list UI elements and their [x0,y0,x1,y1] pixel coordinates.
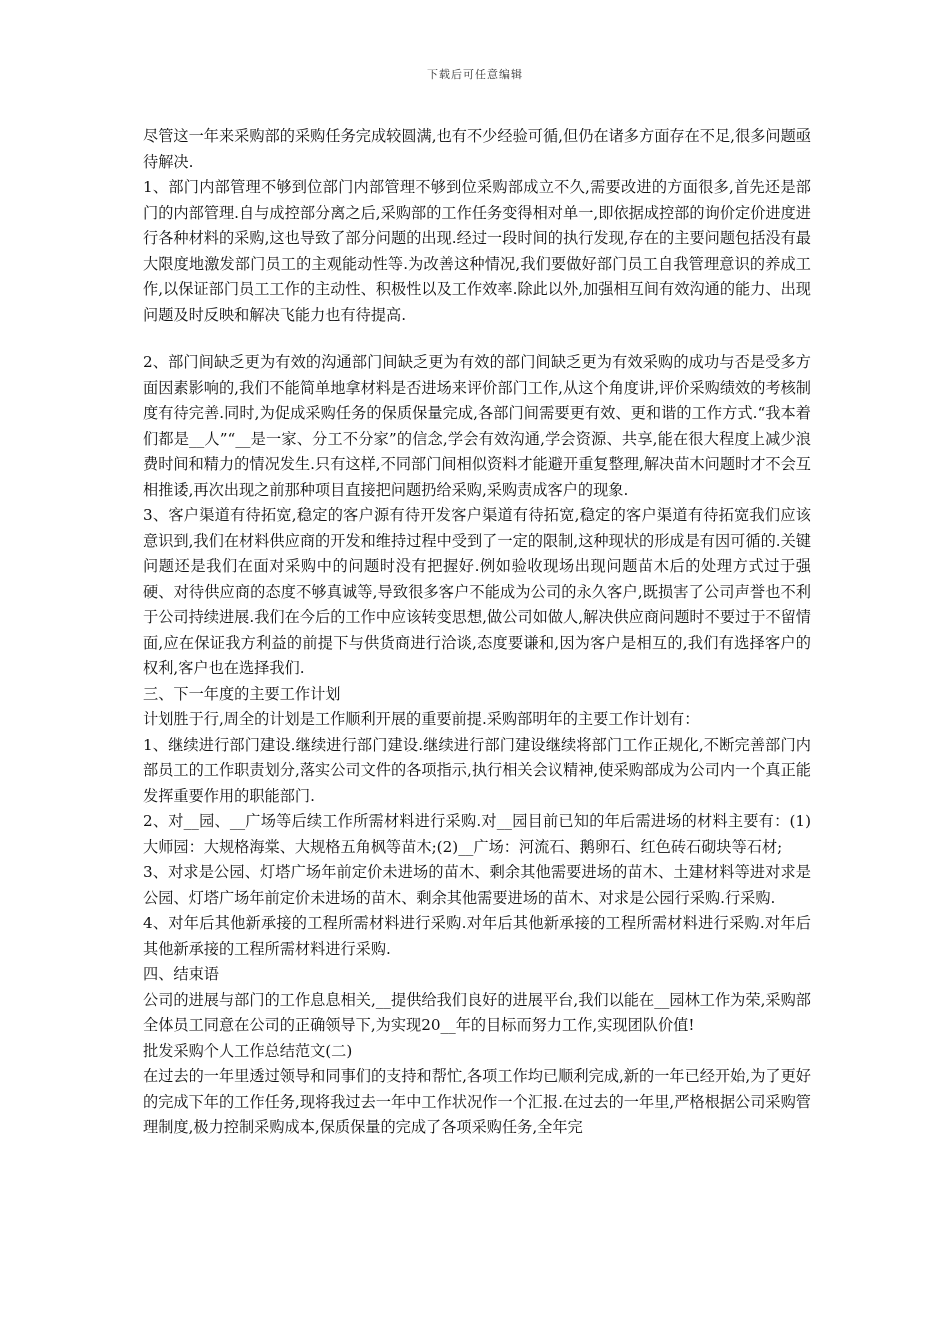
paragraph-plan-4: 4、对年后其他新承接的工程所需材料进行采购.对年后其他新承接的工程所需材料进行采购.对年后其他新承接的工程所需材料进行采购. [143,914,811,958]
paragraph-plan-1: 1、继续进行部门建设.继续进行部门建设.继续进行部门建设继续将部门工作正规化,不断完善部门内部员工的工作职责划分,落实公司文件的各项指示,执行相关会议精神,使采购部成为公司内一个真正能发挥重要作用的职能部门. [143,735,811,805]
paragraph-plan-2: 2、对__园、__广场等后续工作所需材料进行采购.对__园目前已知的年后需进场的材料主要有：(1)大师园：大规格海棠、大规格五角枫等苗木;(2)__广场：河流石、鹅卵石、红色砖石砌块等石材; [143,812,811,856]
paragraph-item-3-customers: 3、客户渠道有待拓宽,稳定的客户源有待开发客户渠道有待拓宽,稳定的客户渠道有待拓宽我们应该意识到,我们在材料供应商的开发和维持过程中受到了一定的限制,这种现状的形成是有因可循的.关键问题还是我们在面对采购中的问题时没有把握好.例如验收现场出现问题苗木后的处理方式过于强硬、对待供应商的态度不够真诚等,导致很多客户不能成为公司的永久客户,既损害了公司声誉也不利于公司持续进展.我们在今后的工作中应该转变思想,做公司如做人,解决供应商问题时不要过于不留情面,应在保证我方利益的前提下与供货商进行洽谈,态度要谦和,因为客户是相互的,我们有选择客户的权利,客户也在选择我们. [143,506,811,677]
page-header: 下载后可任意编辑 [427,68,523,81]
section-heading-plan: 三、下一年度的主要工作计划 [143,684,341,703]
section-heading-conclusion: 四、结束语 [143,965,219,983]
document-title-part-two: 批发采购个人工作总结范文(二) [143,1041,353,1060]
paragraph-plan-3: 3、对求是公园、灯塔广场年前定价未进场的苗木、剩余其他需要进场的苗木、土建材料等进对求是公园、灯塔广场年前定价未进场的苗木、剩余其他需要进场的苗木、对求是公园行采购.行采购. [143,863,811,907]
document-body [143,124,811,1141]
paragraph-part-two-intro: 在过去的一年里透过领导和同事们的支持和帮忙,各项工作均已顺利完成,新的一年已经开始,为了更好的完成下年的工作任务,现将我过去一年中工作状况作一个汇报.在过去的一年里,严格根据公司采购管理制度,极力控制采购成本,保质保量的完成了各项采购任务,全年完 [143,1067,811,1136]
paragraph-item-1-management: 1、部门内部管理不够到位部门内部管理不够到位采购部成立不久,需要改进的方面很多,首先还是部门的内部管理.自与成控部分离之后,采购部的工作任务变得相对单一,即依据成控部的询价定价进度进行各种材料的采购,这也导致了部分问题的出现.经过一段时间的执行发现,存在的主要问题包括没有最大限度地激发部门员工的主观能动性等.为改善这种情况,我们要做好部门员工自我管理意识的养成工作,以保证部门员工工作的主动性、积极性以及工作效率.除此以外,加强相互间有效沟通的能力、出现问题及时反映和解决飞能力也有待提高. [143,178,811,324]
paragraph-intro: 尽管这一年来采购部的采购任务完成较圆满,也有不少经验可循,但仍在诸多方面存在不足,很多问题亟待解决. [143,127,811,171]
paragraph-item-2-communication: 2、部门间缺乏更为有效的沟通部门间缺乏更为有效的部门间缺乏更为有效采购的成功与否是受多方面因素影响的,我们不能简单地拿材料是否进场来评价部门工作,从这个角度讲,评价采购绩效的考核制度有待完善.同时,为促成采购任务的保质保量完成,各部门间需要更有效、更和谐的工作方式.“我本着们都是__人”“__是一家、分工不分家”的信念,学会有效沟通,学会资源、共享,能在很大程度上减少浪费时间和精力的情况发生.只有这样,不同部门间相似资料才能避开重复整理,解决苗木问题时才不会互相推诿,再次出现之前那种项目直接把问题扔给采购,采购责成客户的现象. [143,353,811,499]
paragraph-plan-intro: 计划胜于行,周全的计划是工作顺利开展的重要前提.采购部明年的主要工作计划有： [143,710,700,728]
paragraph-conclusion: 公司的进展与部门的工作息息相关,__提供给我们良好的进展平台,我们以能在__园林工作为荣,采购部全体员工同意在公司的正确领导下,为实现20__年的目标而努力工作,实现团队价值! [143,990,811,1034]
paragraph-spacer [143,328,811,350]
